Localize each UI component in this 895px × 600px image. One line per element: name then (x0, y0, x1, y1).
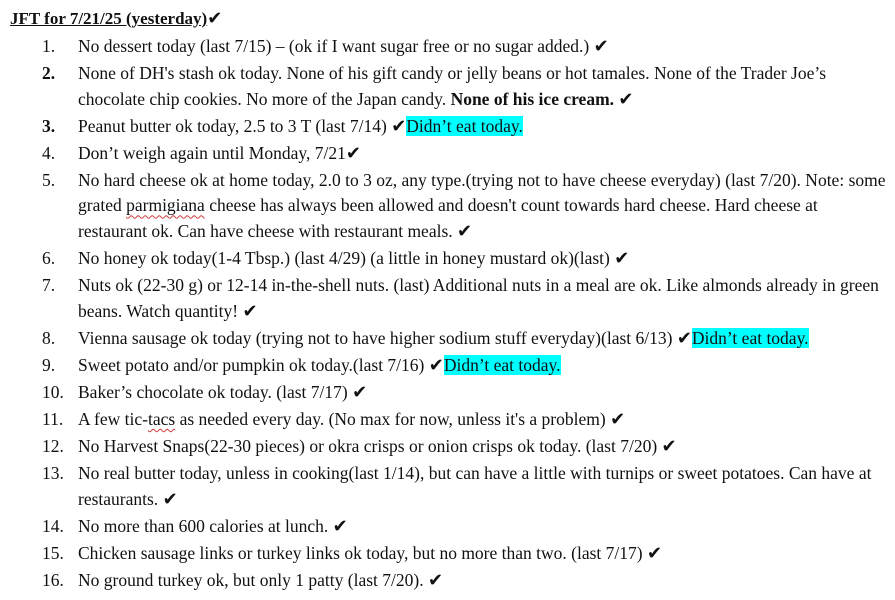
list-item (10, 541, 895, 567)
list-item-number: 12. (42, 436, 64, 457)
list-item-number: 7. (42, 275, 56, 296)
list-item (10, 434, 895, 460)
list-item-number: 8. (42, 327, 56, 348)
checkmark-icon: ✔ (332, 515, 348, 537)
checkmark-icon: ✔ (618, 88, 634, 110)
item-text: No hard cheese ok at home today, 2.0 to 3 oz, any type.(trying not to have cheese everyday) (last 7/20). Note: some grated (78, 169, 886, 216)
checkmark-icon: ✔ (345, 142, 361, 164)
list-item-number: 11. (42, 408, 64, 429)
list-item (10, 168, 895, 245)
document-title (10, 8, 895, 30)
list-item-number: 6. (42, 247, 56, 268)
list-item (10, 568, 895, 594)
list-item-number: 13. (42, 463, 64, 484)
list-item-number: 16. (42, 569, 64, 590)
item-text: A few tic- (78, 408, 148, 429)
item-text: No more than 600 calories at lunch. (78, 515, 333, 536)
item-text: No real butter today, unless in cooking(last 1/14), but can have a little with turnips or sweet potatoes. Can have at restaurants. (78, 463, 872, 509)
checkmark-icon: ✔ (427, 569, 444, 591)
highlighted-note: Didn’t eat today. (443, 354, 561, 375)
item-text: None of DH's stash ok today. None of his gift candy or jelly beans or hot tamales. None of the Trader Joe’s chocolate chip cookies. No more of the Japan candy. (78, 63, 827, 109)
document-title-text: JFT for 7/21/25 (yesterday) (10, 9, 208, 28)
spellcheck-word: tacs (147, 408, 176, 429)
list-item-number: 14. (42, 515, 64, 536)
item-text: No honey ok today(1-4 Tbsp.) (last 4/29) (a little in honey mustard ok)(last) (78, 247, 615, 268)
list-item (10, 326, 895, 352)
item-text: Peanut butter ok today, 2.5 to 3 T (last 7/14) (78, 115, 392, 136)
checkmark-icon: ✔ (593, 36, 609, 57)
item-text: Chicken sausage links or turkey links ok today, but no more than two. (last 7/17) (78, 542, 647, 563)
item-text: No Harvest Snaps(22-30 pieces) or okra crisps or onion crisps ok today. (last 7/20) (78, 436, 662, 457)
item-text: No dessert today (last 7/15) – (ok if I want sugar free or no sugar added.) (78, 36, 594, 56)
list-item-number: 9. (42, 354, 56, 375)
item-text: cheese has always been allowed and doesn't count towards hard cheese. Hard cheese at restaurant ok. Can have cheese with restaurant meals. (78, 195, 818, 241)
list-item-number: 3. (42, 115, 56, 136)
list-item-number: 10. (42, 381, 64, 402)
item-text: as needed every day. (No max for now, unless it's a problem) (175, 408, 611, 429)
checkmark-icon: ✔ (428, 354, 444, 376)
list-item-number: 1. (42, 36, 56, 56)
item-text: No ground turkey ok, but only 1 patty (last 7/20). (78, 569, 428, 590)
checkmark-icon: ✔ (207, 8, 223, 29)
checkmark-icon: ✔ (391, 115, 407, 137)
list-item (10, 141, 895, 167)
list-item (10, 461, 895, 512)
list-item (10, 380, 895, 406)
list-item-number: 15. (42, 542, 64, 563)
checkmark-icon: ✔ (610, 408, 626, 430)
list-item (10, 114, 895, 140)
list-item (10, 246, 895, 272)
list-item (10, 407, 895, 433)
checkmark-icon: ✔ (614, 247, 630, 269)
item-text: Don’t weigh again until Monday, 7/21 (78, 142, 346, 163)
item-text: Nuts ok (22-30 g) or 12-14 in-the-shell nuts. (last) Additional nuts in a meal are ok. Like almonds already in green beans. Watch quantity! (78, 275, 879, 321)
item-text: Sweet potato and/or pumpkin ok today.(last 7/16) (78, 354, 429, 375)
checkmark-icon: ✔ (646, 542, 663, 564)
checkmark-icon: ✔ (162, 488, 178, 510)
checkmark-icon: ✔ (457, 220, 473, 242)
highlighted-note: Didn’t eat today. (691, 327, 809, 348)
checkmark-icon: ✔ (676, 327, 692, 349)
bold-text: None of his ice cream. (450, 88, 619, 109)
list-item (10, 34, 895, 60)
list-item (10, 273, 895, 324)
spellcheck-word: parmigiana (126, 195, 205, 216)
list-item-number: 4. (42, 142, 56, 163)
rules-list (10, 34, 895, 593)
highlighted-note: Didn’t eat today. (406, 115, 523, 136)
list-item (10, 514, 895, 540)
checkmark-icon: ✔ (242, 300, 258, 322)
checkmark-icon: ✔ (352, 381, 368, 403)
item-text: Vienna sausage ok today (trying not to have higher sodium stuff everyday)(last 6/13) (78, 327, 677, 348)
list-item (10, 61, 895, 112)
item-text: Baker’s chocolate ok today. (last 7/17) (78, 381, 353, 402)
checkmark-icon: ✔ (661, 436, 677, 458)
list-item-number: 2. (42, 63, 56, 84)
list-item (10, 353, 895, 379)
list-item-number: 5. (42, 169, 56, 190)
